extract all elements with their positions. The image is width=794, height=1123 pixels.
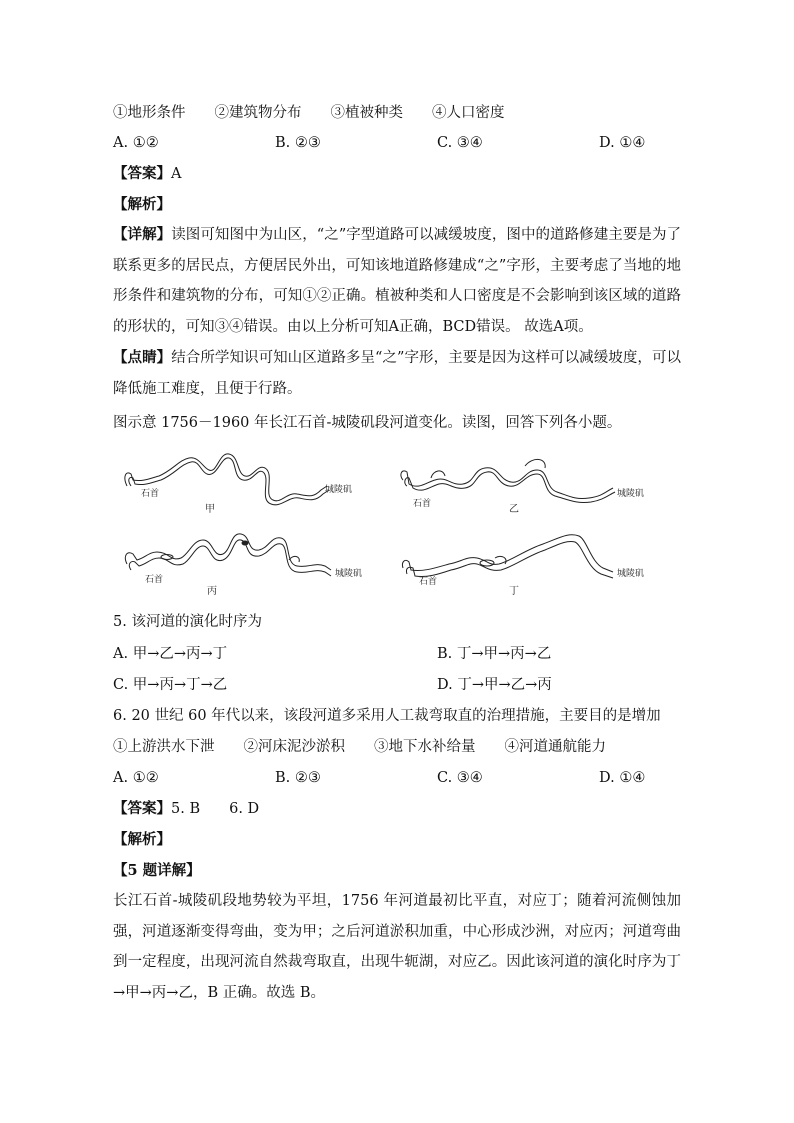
panel-jia-label: 甲: [205, 504, 215, 515]
panel-bing-label: 丙: [207, 586, 217, 597]
q6-stem: 6. 20 世纪 60 年代以来，该段河道多采用人工裁弯取直的治理措施，主要目的是增加: [113, 708, 661, 724]
q5-stem: 5. 该河道的演化时序为: [113, 614, 262, 630]
q5-detail-heading: [113, 861, 201, 881]
q5-option-c: C. 甲→丙→丁→乙: [113, 677, 228, 693]
tip-tag: 【点睛】: [113, 349, 172, 366]
analysis-tag: 【解析】: [113, 196, 171, 213]
detail-text: 读图可知图中为山区，“之”字型道路可以减缓坡度，图中的道路修建主要是为了联系更多的居民点，方便居民外出，可知该地道路修建成“之”字形，主要考虑了当地的地形条件和建筑物的分布，可知①②正确。植被种类和人口密度是不会影响到该区域的道路的形状的，可知③④错误。由以上分析可知A正确，BCD错误。 故选A项。: [113, 227, 682, 335]
answer-tag: 【答案】: [113, 165, 171, 182]
intro-text: 图示意 1756－1960 年长江石首-城陵矶段河道变化。读图，回答下列各小题。: [113, 415, 622, 431]
q4-option-a: A. ①②: [113, 135, 159, 151]
q4-option-c: C. ③④: [437, 135, 483, 151]
q6-items: ①上游洪水下泄 ②河床泥沙淤积 ③地下水补给量 ④河道通航能力: [113, 739, 606, 755]
ding-end-label: 城陵矶: [617, 569, 645, 579]
detail-tag: 【详解】: [113, 226, 172, 243]
analysis2-tag: 【解析】: [113, 831, 171, 848]
panel-yi-river: [401, 459, 615, 502]
q4-tip: [113, 343, 681, 404]
q4-option-b: B. ②③: [275, 135, 321, 151]
answer56: [113, 799, 259, 819]
bing-end-label: 城陵矶: [335, 569, 363, 579]
q6-option-a: A. ①②: [113, 770, 159, 786]
q6-option-d: D. ①④: [599, 770, 646, 786]
jia-end-label: 城陵矶: [325, 485, 353, 495]
q5-option-d: D. 丁→甲→乙→丙: [437, 677, 552, 693]
q4-answer: [113, 164, 181, 184]
panel-ding-label: 丁: [509, 586, 519, 597]
q5-option-b: B. 丁→甲→丙→乙: [437, 646, 552, 662]
q4-analysis-tag: [113, 195, 171, 215]
ding-start-label: 石首: [419, 577, 438, 587]
answer-value: A: [171, 166, 182, 182]
jia-start-label: 石首: [141, 489, 160, 499]
q5-detail-text: 长江石首-城陵矶段地势较为平坦，1756 年河道最初比平直，对应丁；随着河流侧蚀加强，河道逐渐变得弯曲，变为甲；之后河道淤积加重，中心形成沙洲，对应丙；河道弯曲到一定程度，出现河流自然裁弯取直，出现牛轭湖，对应乙。因此该河道的演化时序为丁→甲→丙→乙，B 正确。故选 B。: [113, 893, 681, 1001]
q6-option-c: C. ③④: [437, 770, 483, 786]
q5-detail-tag: 【5 题详解】: [113, 862, 201, 879]
q4-detail: [113, 220, 681, 342]
answer56-tag: 【答案】: [113, 800, 171, 817]
panel-ding-river: [402, 535, 613, 578]
q4-items: ①地形条件 ②建筑物分布 ③植被种类 ④人口密度: [113, 105, 505, 121]
panel-bing-river: [125, 534, 331, 576]
bing-start-label: 石首: [145, 575, 164, 585]
q6-option-b: B. ②③: [275, 770, 321, 786]
q4-option-d: D. ①④: [599, 135, 646, 151]
yi-start-label: 石首: [413, 499, 432, 509]
panel-yi-label: 乙: [509, 504, 519, 515]
answer56-text: 5. B 6. D: [171, 801, 260, 817]
analysis2: [113, 830, 171, 850]
tip-text: 结合所学知识可知山区道路多呈“之”字形，主要是因为这样可以减缓坡度，可以降低施工难度，且便于行路。: [113, 350, 682, 397]
q5-option-a: A. 甲→乙→丙→丁: [113, 646, 228, 662]
river-change-figure: [113, 440, 673, 602]
yi-end-label: 城陵矶: [617, 489, 645, 499]
